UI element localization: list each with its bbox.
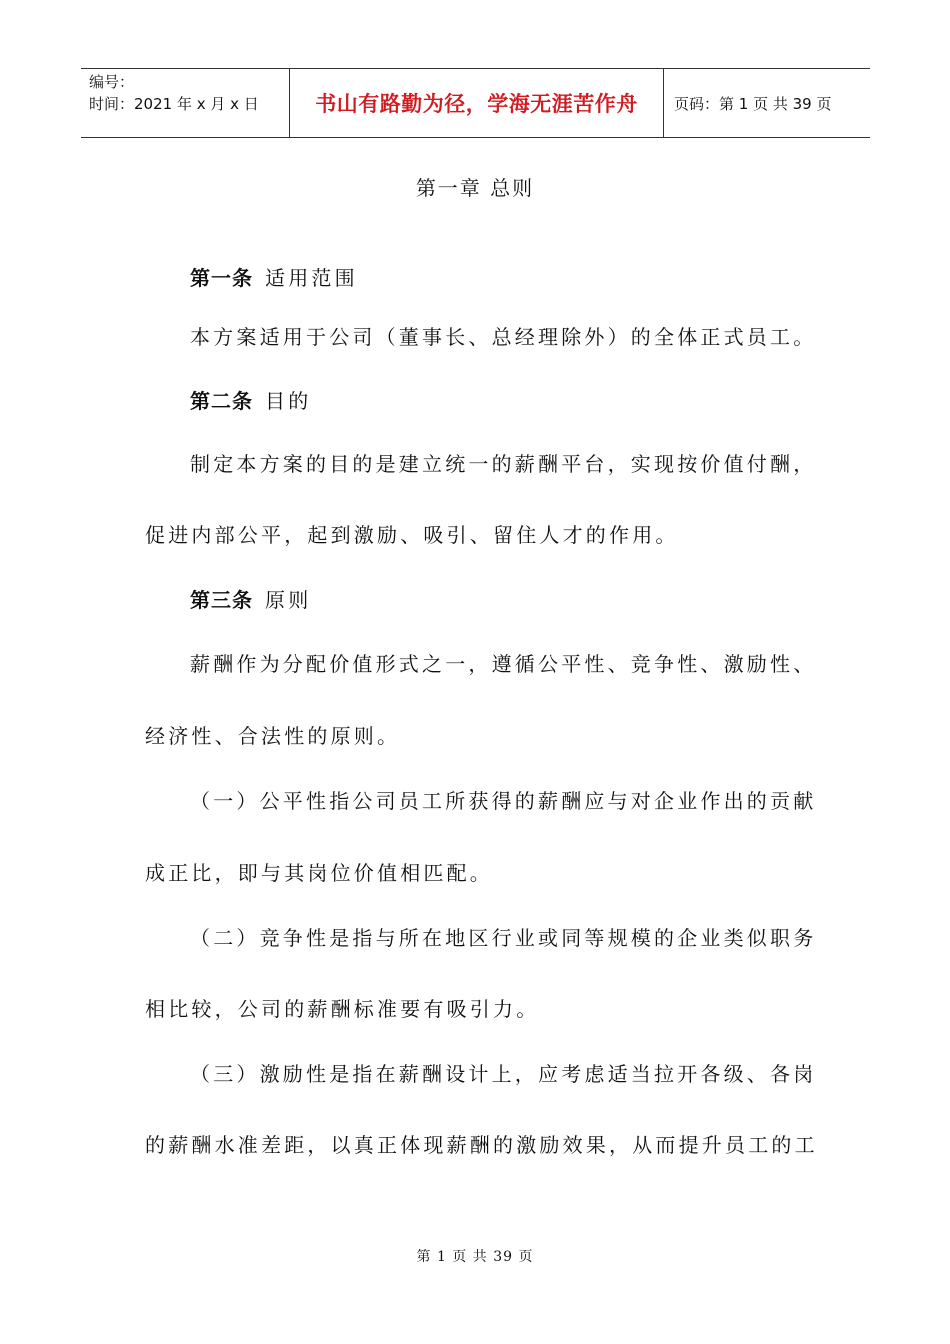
header-meta [81, 69, 290, 137]
article-3-text-line-2: 经济性、合法性的原则。 [145, 724, 401, 748]
header-table [81, 68, 870, 138]
article-1-text: 本方案适用于公司（董事长、总经理除外）的全体正式员工。 [190, 325, 817, 349]
header-motto-cell [290, 69, 664, 137]
page-footer: 第 1 页 共 39 页 [416, 1249, 534, 1265]
principle-3-line-1: （三）激励性是指在薪酬设计上，应考虑适当拉开各级、各岗 [190, 1062, 817, 1086]
page-label: 页码：第 1 页 共 39 页 [674, 94, 832, 113]
article-2-text-line-2: 促进内部公平，起到激励、吸引、留住人才的作用。 [145, 523, 679, 547]
number-label: 编号： [89, 73, 135, 91]
article-2-text-line-1: 制定本方案的目的是建立统一的薪酬平台，实现按价值付酬， [190, 452, 817, 476]
article-3-text-line-1: 薪酬作为分配价值形式之一，遵循公平性、竞争性、激励性、 [190, 652, 817, 676]
motto: 书山有路勤为径，学海无涯苦作舟 [315, 92, 638, 116]
time-label: 时间：2021 年 x 月 x 日 [89, 95, 259, 113]
principle-3-line-2: 的薪酬水准差距，以真正体现薪酬的激励效果，从而提升员工的工 [145, 1133, 818, 1157]
article-3-number: 第三条 [190, 588, 253, 612]
article-1-title: 适用范围 [265, 266, 358, 290]
principle-2-line-2: 相比较，公司的薪酬标准要有吸引力。 [145, 997, 540, 1021]
chapter-title: 第一章 总则 [415, 176, 535, 200]
header-page-cell [664, 69, 870, 137]
principle-1-line-2: 成正比，即与其岗位价值相匹配。 [145, 861, 493, 885]
article-2-number: 第二条 [190, 389, 253, 413]
principle-2-line-1: （二）竞争性是指与所在地区行业或同等规模的企业类似职务 [190, 926, 817, 950]
principle-1-line-1: （一）公平性指公司员工所获得的薪酬应与对企业作出的贡献 [190, 789, 817, 813]
article-2-title: 目的 [265, 389, 312, 413]
article-1-number: 第一条 [190, 266, 253, 290]
article-3-heading [190, 584, 311, 613]
article-1-heading [190, 262, 358, 291]
article-2-heading [190, 385, 311, 414]
article-3-title: 原则 [265, 588, 312, 612]
